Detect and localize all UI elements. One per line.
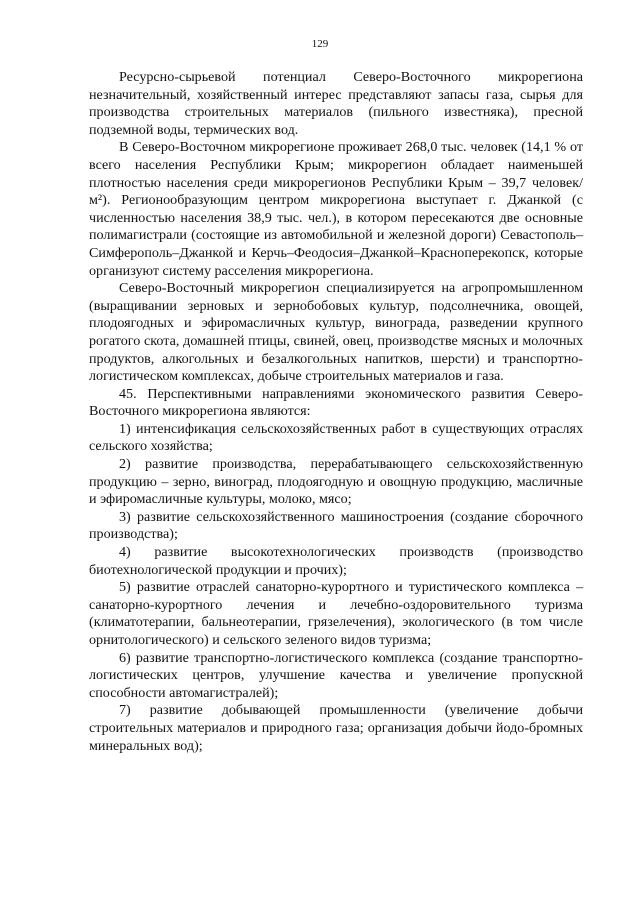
document-body (89, 69, 583, 755)
page-number: 129 (311, 38, 329, 50)
list-item-1: 1) интенсификация сельскохозяйственных работ в существующих отраслях сельского хозяйства; (89, 420, 583, 455)
paragraph-clause-45: 45. Перспективными направлениями экономического развития Северо-Восточного микрорегиона являются: (89, 385, 583, 420)
list-item-4: 4) развитие высокотехнологических производств (производство биотехнологической продукции и прочих); (89, 544, 583, 578)
paragraph-specialization: Северо-Восточный микрорегион специализируется на агропромышленном (выращивании зерновых и зернобобовых культур, подсолнечника, овощей, плодоягодных и эфиромасличных культур, винограда, разведении крупного рогатого скота, домашней птицы, свиней, овец, производстве мясных и молочных продуктов, алкогольных и безалкогольных напитков, шерсти) и транспортно-логистическом комплексах, добыче строительных материалов и газа. (89, 280, 583, 385)
paragraph-population: В Северо-Восточном микрорегионе проживает 268,0 тыс. человек (14,1 % от всего населения Республики Крым; микрорегион обладает наименьшей плотностью населения среди микрорегионов Республики Крым – 39,7 человек/м²). Регионообразующим центром микрорегиона выступает г. Джанкой (с численностью населения 38,9 тыс. чел.), в котором пересекаются две основные полимагистрали (состоящие из автомобильной и железной дороги) Севастополь–Симферополь–Джанкой и Керчь–Феодосия–Джанкой–Красноперекопск, которые организуют систему расселения микрорегиона. (89, 139, 583, 279)
list-item-2: 2) развитие производства, перерабатывающего сельскохозяйственную продукцию – зерно, виноград, плодоягодную и овощную продукцию, масличные и эфиромасличные культуры, молоко, мясо; (89, 456, 583, 508)
list-item-7: 7) развитие добывающей промышленности (увеличение добычи строительных материалов и природного газа; организация добычи йодо-бромных минеральных вод); (89, 702, 583, 754)
list-item-6: 6) развитие транспортно-логистического комплекса (создание транспортно-логистических центров, улучшение качества и увеличение пропускной способности автомагистралей); (89, 649, 583, 701)
list-item-3: 3) развитие сельскохозяйственного машиностроения (создание сборочного производства); (89, 508, 583, 543)
paragraph-resource-potential: Ресурсно-сырьевой потенциал Северо-Восточного микрорегиона незначительный, хозяйственный интерес представляют запасы газа, сырья для производства строительных материалов (пильного известняка), пресной подземной воды, термических вод. (89, 69, 583, 138)
list-item-5: 5) развитие отраслей санаторно-курортного и туристического комплекса – санаторно-курортного лечения и лечебно-оздоровительного туризма (климатотерапии, бальнеотерапии, грязелечения), экологического (в том числе орнитологического) и сельского зеленого видов туризма; (89, 579, 583, 648)
